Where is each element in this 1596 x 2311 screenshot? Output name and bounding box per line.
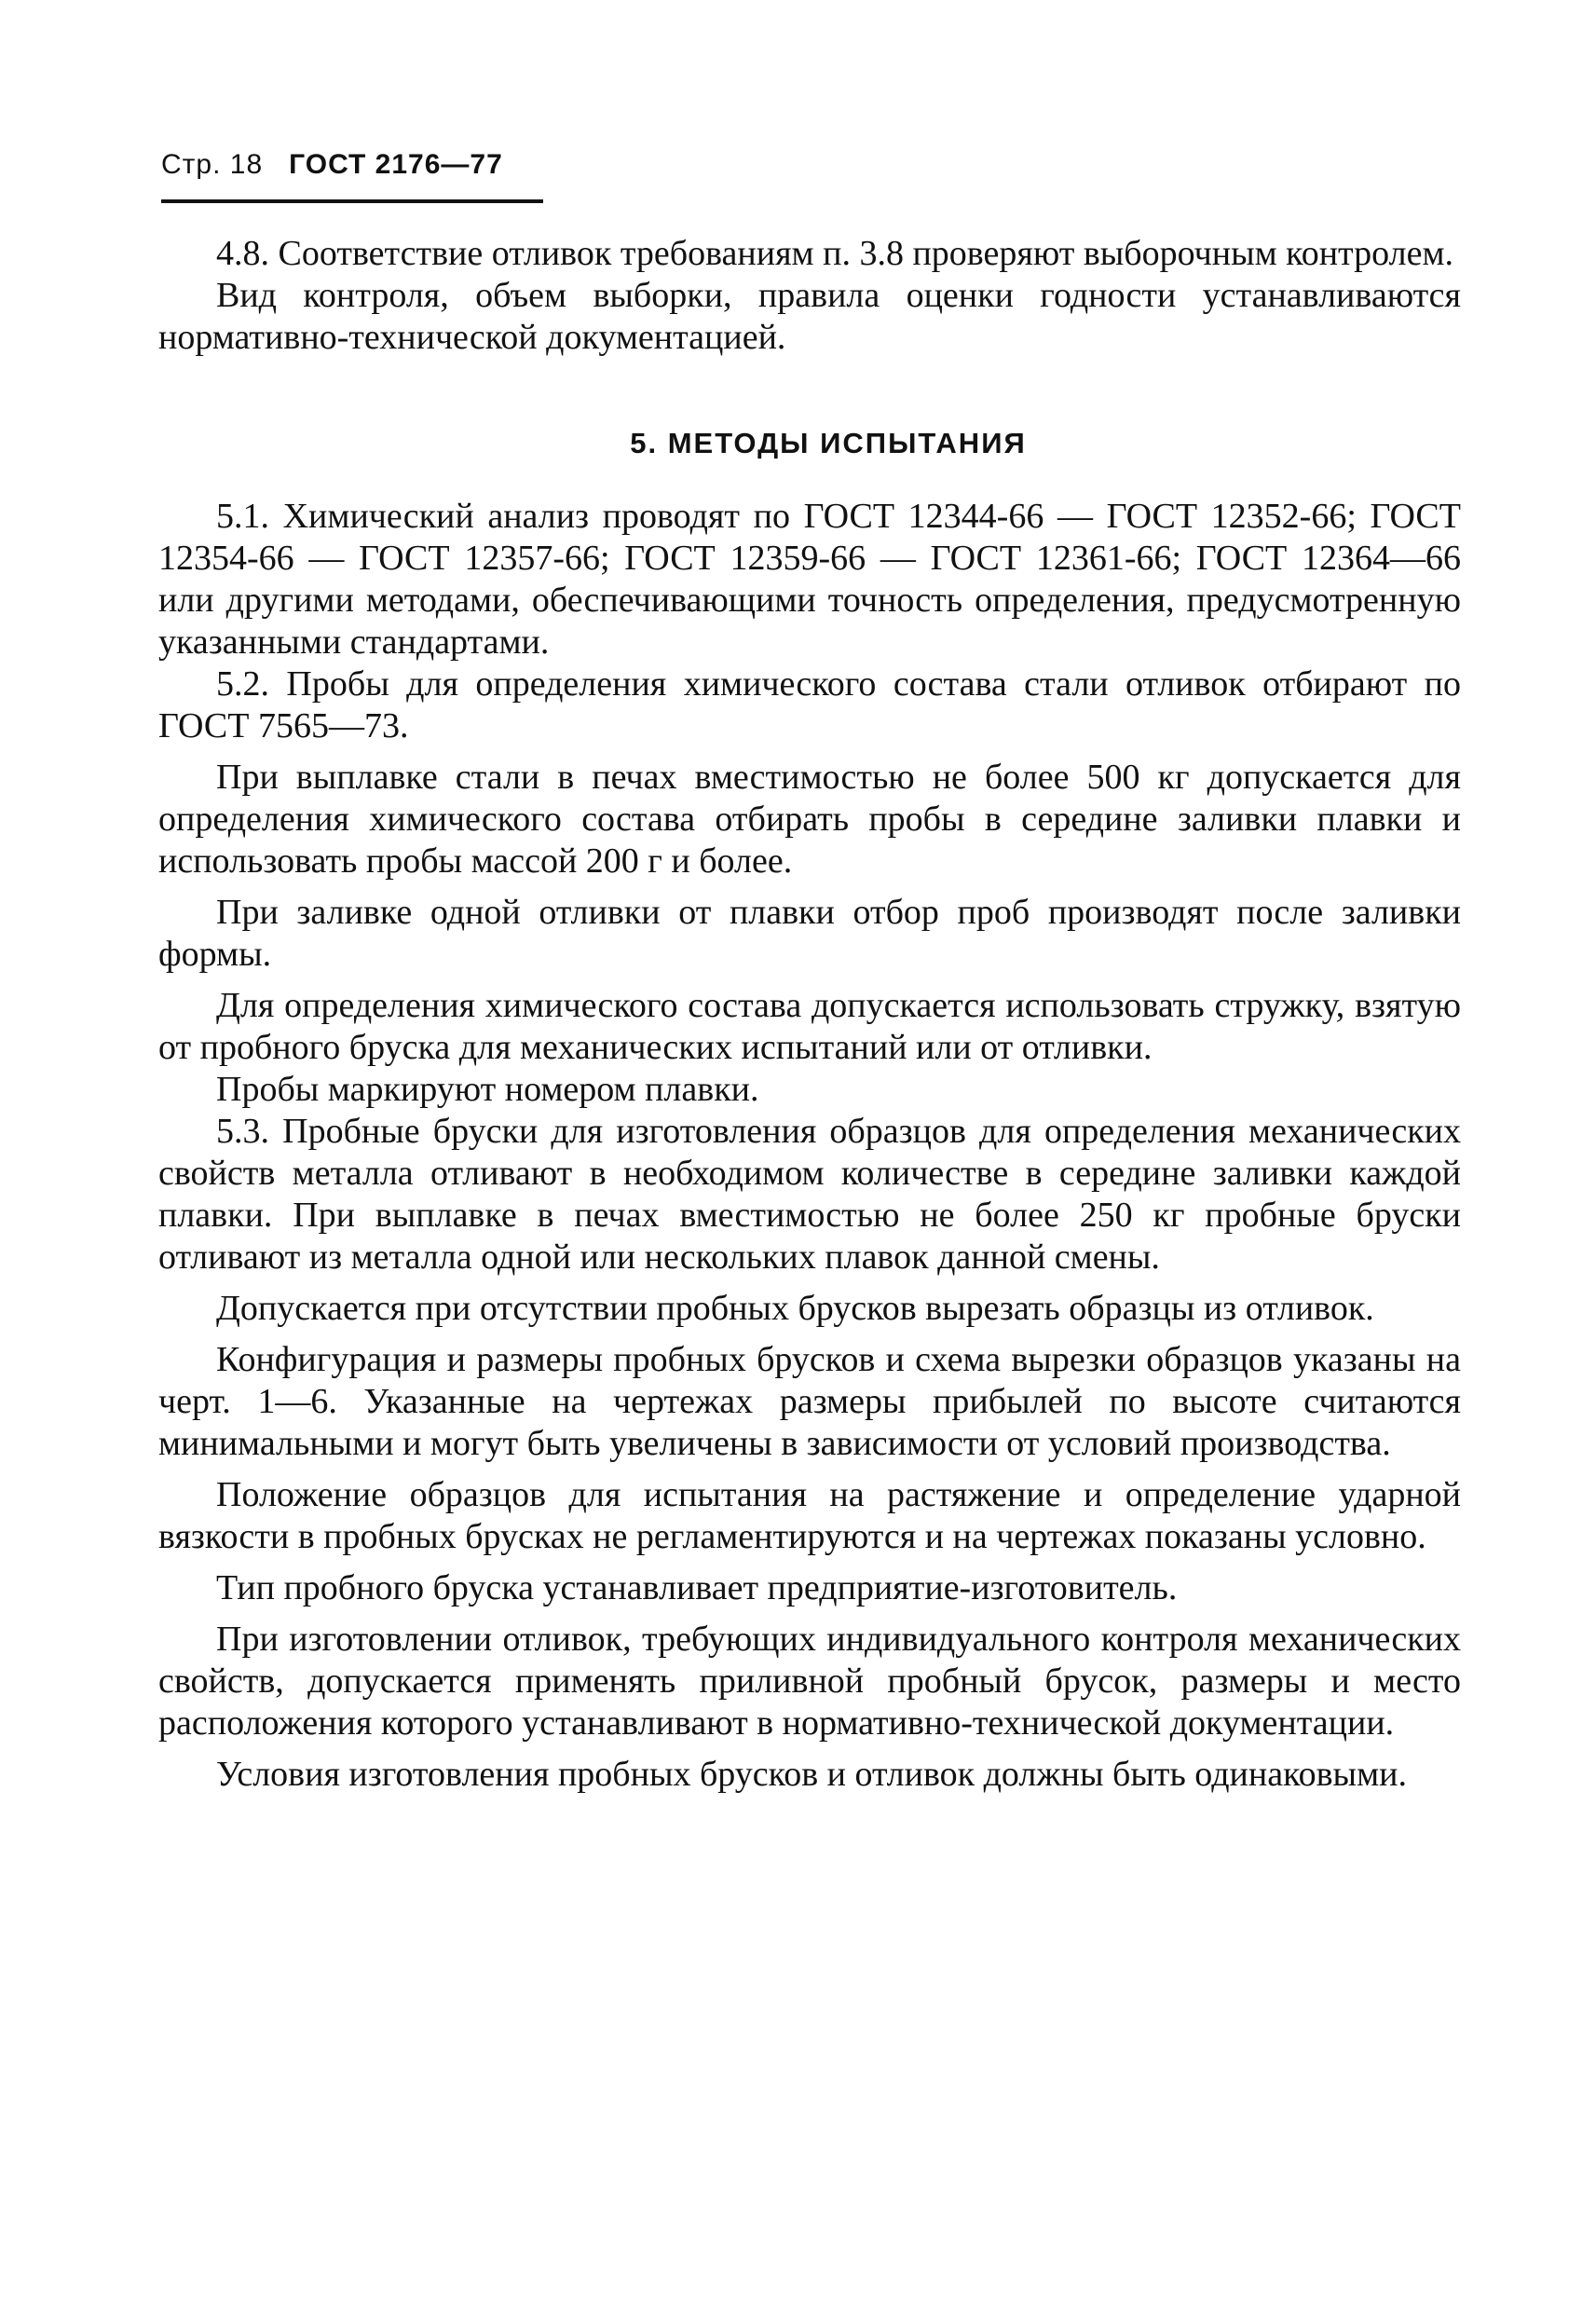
clause-5-3: 5.3. Пробные бруски для изготовления образцов для определения механических свойств металла отливают в необходимом количестве в середине заливки каждой плавки. При выплавке в печах вместимостью не более 250 кг пробные бруски отливают из металла одной или нескольких плавок данной смены. <box>158 1112 1461 1277</box>
clause-5-3-para: Тип пробного бруска устанавливает предприятие-изготовитель. <box>216 1568 1178 1607</box>
clause-5-2-para: Для определения химического состава допускается использовать стружку, взятую от пробного бруска для механических испытаний или от отливки. <box>158 986 1461 1067</box>
document-body <box>158 233 1461 1796</box>
clause-5-3-para: При изготовлении отливок, требующих индивидуального контроля механических свойств, допускается применять приливной пробный брусок, размеры и место расположения которого устанавливают в нормативно-технической документации. <box>158 1620 1461 1743</box>
standard-code: ГОСТ 2176—77 <box>289 149 503 180</box>
clause-5-2-para: При заливке одной отливки от плавки отбор проб производят после заливки формы. <box>158 893 1461 974</box>
clause-5-2: 5.2. Пробы для определения химического состава стали отливок отбирают по ГОСТ 7565—73. <box>158 664 1461 745</box>
clause-5-3-para: Условия изготовления пробных брусков и отливок должны быть одинаковыми. <box>216 1755 1407 1794</box>
running-header <box>161 149 503 181</box>
section-heading: 5. МЕТОДЫ ИСПЫТАНИЯ <box>630 427 1027 459</box>
header-rule <box>161 199 543 203</box>
clause-5-2-para: Пробы маркируют номером плавки. <box>216 1070 759 1109</box>
clause-5-3-para: Конфигурация и размеры пробных брусков и схема вырезки образцов указаны на черт. 1—6. Указанные на чертежах размеры прибылей по высоте считаются минимальными и могут быть увеличены в зависимости от условий производства. <box>158 1340 1461 1463</box>
clause-5-1: 5.1. Химический анализ проводят по ГОСТ 12344-66 — ГОСТ 12352-66; ГОСТ 12354-66 — ГОСТ 12357-66; ГОСТ 12359-66 — ГОСТ 12361-66; ГОСТ 12364—66 или другими методами, обеспечивающими точность определения, предусмотренную указанными стандартами. <box>158 497 1461 662</box>
clause-4-8-continued: Вид контроля, объем выборки, правила оценки годности устанавливаются нормативно-технической документацией. <box>158 276 1461 357</box>
clause-5-2-para: При выплавке стали в печах вместимостью не более 500 кг допускается для определения химического состава отбирать пробы в середине заливки плавки и использовать пробы массой 200 г и более. <box>158 758 1461 881</box>
clause-4-8: 4.8. Соответствие отливок требованиям п. 3.8 проверяют выборочным контролем. <box>216 234 1453 273</box>
page-number: Стр. 18 <box>161 149 264 180</box>
clause-5-3-para: Допускается при отсутствии пробных брусков вырезать образцы из отливок. <box>216 1289 1374 1328</box>
clause-5-3-para: Положение образцов для испытания на растяжение и определение ударной вязкости в пробных брусках не регламентируются и на чертежах показаны условно. <box>158 1475 1461 1556</box>
